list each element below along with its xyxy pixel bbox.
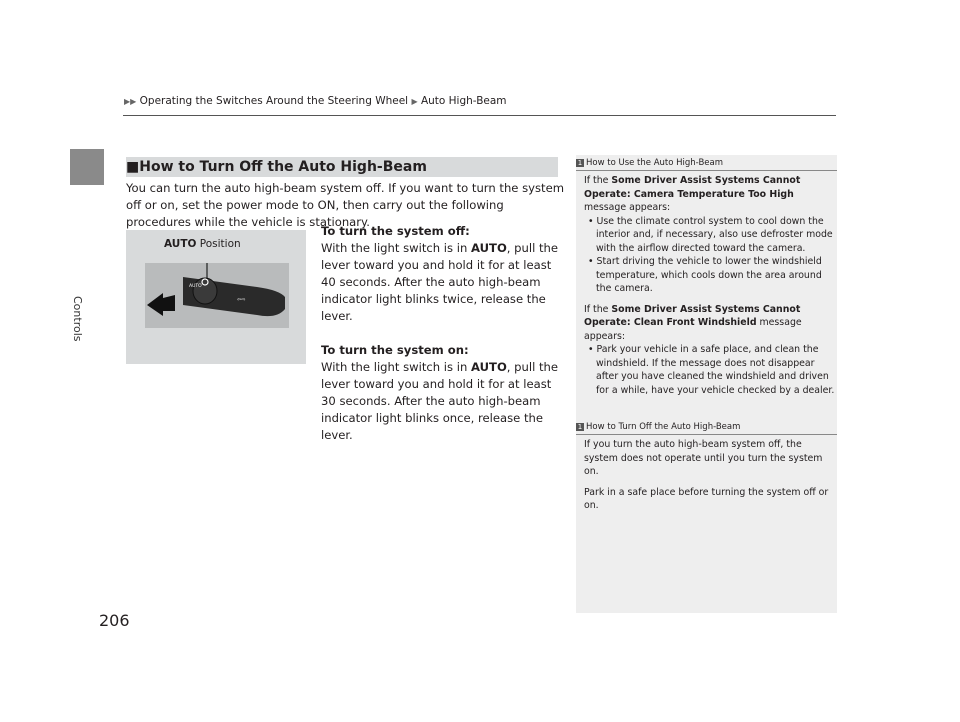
section-marker: ■ xyxy=(126,159,140,175)
section-title-text: How to Turn Off the Auto High-Beam xyxy=(139,159,427,175)
figure-label-rest: Position xyxy=(196,238,241,250)
on-pre: With the light switch is in xyxy=(321,360,471,374)
off-post: , pull the lever toward you and hold it for at least 40 seconds. After the auto high-beam indicator light blinks twice, release the lever. xyxy=(321,241,559,323)
note-1-title: How to Use the Auto High-Beam xyxy=(586,158,724,168)
svg-text:⇦⇨: ⇦⇨ xyxy=(237,297,246,303)
note-1-bullet: • Use the climate control system to cool down the interior and, if necessary, also use defroster mode with the airflow directed toward the camera. xyxy=(588,215,833,254)
section-title xyxy=(126,157,427,177)
breadcrumb-part-1: Operating the Switches Around the Steering Wheel xyxy=(139,95,409,107)
note-1-p1-pre: If the xyxy=(584,175,612,186)
note-1-rule xyxy=(576,170,837,171)
note-1-p2-post: message appears: xyxy=(584,317,802,342)
lever-photo xyxy=(145,263,289,328)
note-1-p2-pre: If the xyxy=(584,303,612,315)
on-post: , pull the lever toward you and hold it for at least 30 seconds. After the auto high-beam indicator light blinks once, release the lever. xyxy=(321,360,559,442)
note-1-p2-bold: Some Driver Assist Systems Cannot Operate: Clean Front Windshield xyxy=(584,303,801,328)
on-bold: AUTO xyxy=(471,360,507,374)
note-2-p2: Park in a safe place before turning the system off or on. xyxy=(584,486,829,511)
off-heading: To turn the system off: xyxy=(321,224,470,238)
note-1-p1-bold: Some Driver Assist Systems Cannot Operate: Camera Temperature Too High xyxy=(584,175,801,200)
svg-text:AUTO: AUTO xyxy=(189,284,202,289)
note-2-title: How to Turn Off the Auto High-Beam xyxy=(586,422,741,432)
lever-illustration xyxy=(145,263,289,328)
note-2-marker: 1 xyxy=(577,422,583,431)
intro-paragraph: You can turn the auto high-beam system off. If you want to turn the system off or on, set the power mode to ON, then carry out the following procedures while the vehicle is stationary. xyxy=(126,181,565,229)
breadcrumb-arrow-icon: ▶ xyxy=(411,97,418,106)
procedure-column xyxy=(321,223,561,444)
note-1-bullet-text: Start driving the vehicle to lower the windshield temperature, which cools down the area around the camera. xyxy=(596,256,822,294)
off-steps xyxy=(321,240,561,325)
on-heading: To turn the system on: xyxy=(321,343,469,357)
note-1-bullet-text: Use the climate control system to cool down the interior and, if necessary, also use defroster mode with the airflow directed toward the camera. xyxy=(596,215,833,254)
off-pre: With the light switch is in xyxy=(321,241,471,255)
breadcrumb-arrow-icon: ▶▶ xyxy=(124,97,137,106)
note-2-rule xyxy=(576,434,837,435)
breadcrumb xyxy=(124,95,507,107)
note-1-p2 xyxy=(584,303,836,344)
note-1-heading xyxy=(576,158,723,168)
note-1-marker: 1 xyxy=(577,158,583,167)
section-side-label: Controls xyxy=(71,296,84,342)
note-1-bullet: • Start driving the vehicle to lower the windshield temperature, which cools down the area around the camera. xyxy=(588,256,822,294)
breadcrumb-part-2: Auto High-Beam xyxy=(420,95,507,107)
figure-label-bold: AUTO xyxy=(164,238,197,250)
note-2-heading xyxy=(576,422,740,432)
header-rule xyxy=(123,115,836,116)
note-1-body xyxy=(584,174,836,397)
note-1-p1-post: message appears: xyxy=(584,202,671,213)
note-1-p1 xyxy=(584,174,836,215)
note-2-p1: If you turn the auto high-beam system off, the system does not operate until you turn the system on. xyxy=(584,439,823,477)
on-steps xyxy=(321,359,561,444)
figure-label xyxy=(164,238,241,250)
note-2-body xyxy=(584,438,836,513)
note-1-bullet-text: Park your vehicle in a safe place, and clean the windshield. If the message does not disappear after you have cleaned the windshield and driven for a while, have your vehicle checked by a dealer. xyxy=(596,344,835,396)
section-tab-marker xyxy=(70,149,104,185)
note-1-bullet: • Park your vehicle in a safe place, and clean the windshield. If the message does not disappear after you have cleaned the windshield and driven for a while, have your vehicle checked by a dealer. xyxy=(588,344,835,396)
page-number: 206 xyxy=(99,611,130,630)
off-bold: AUTO xyxy=(471,241,507,255)
